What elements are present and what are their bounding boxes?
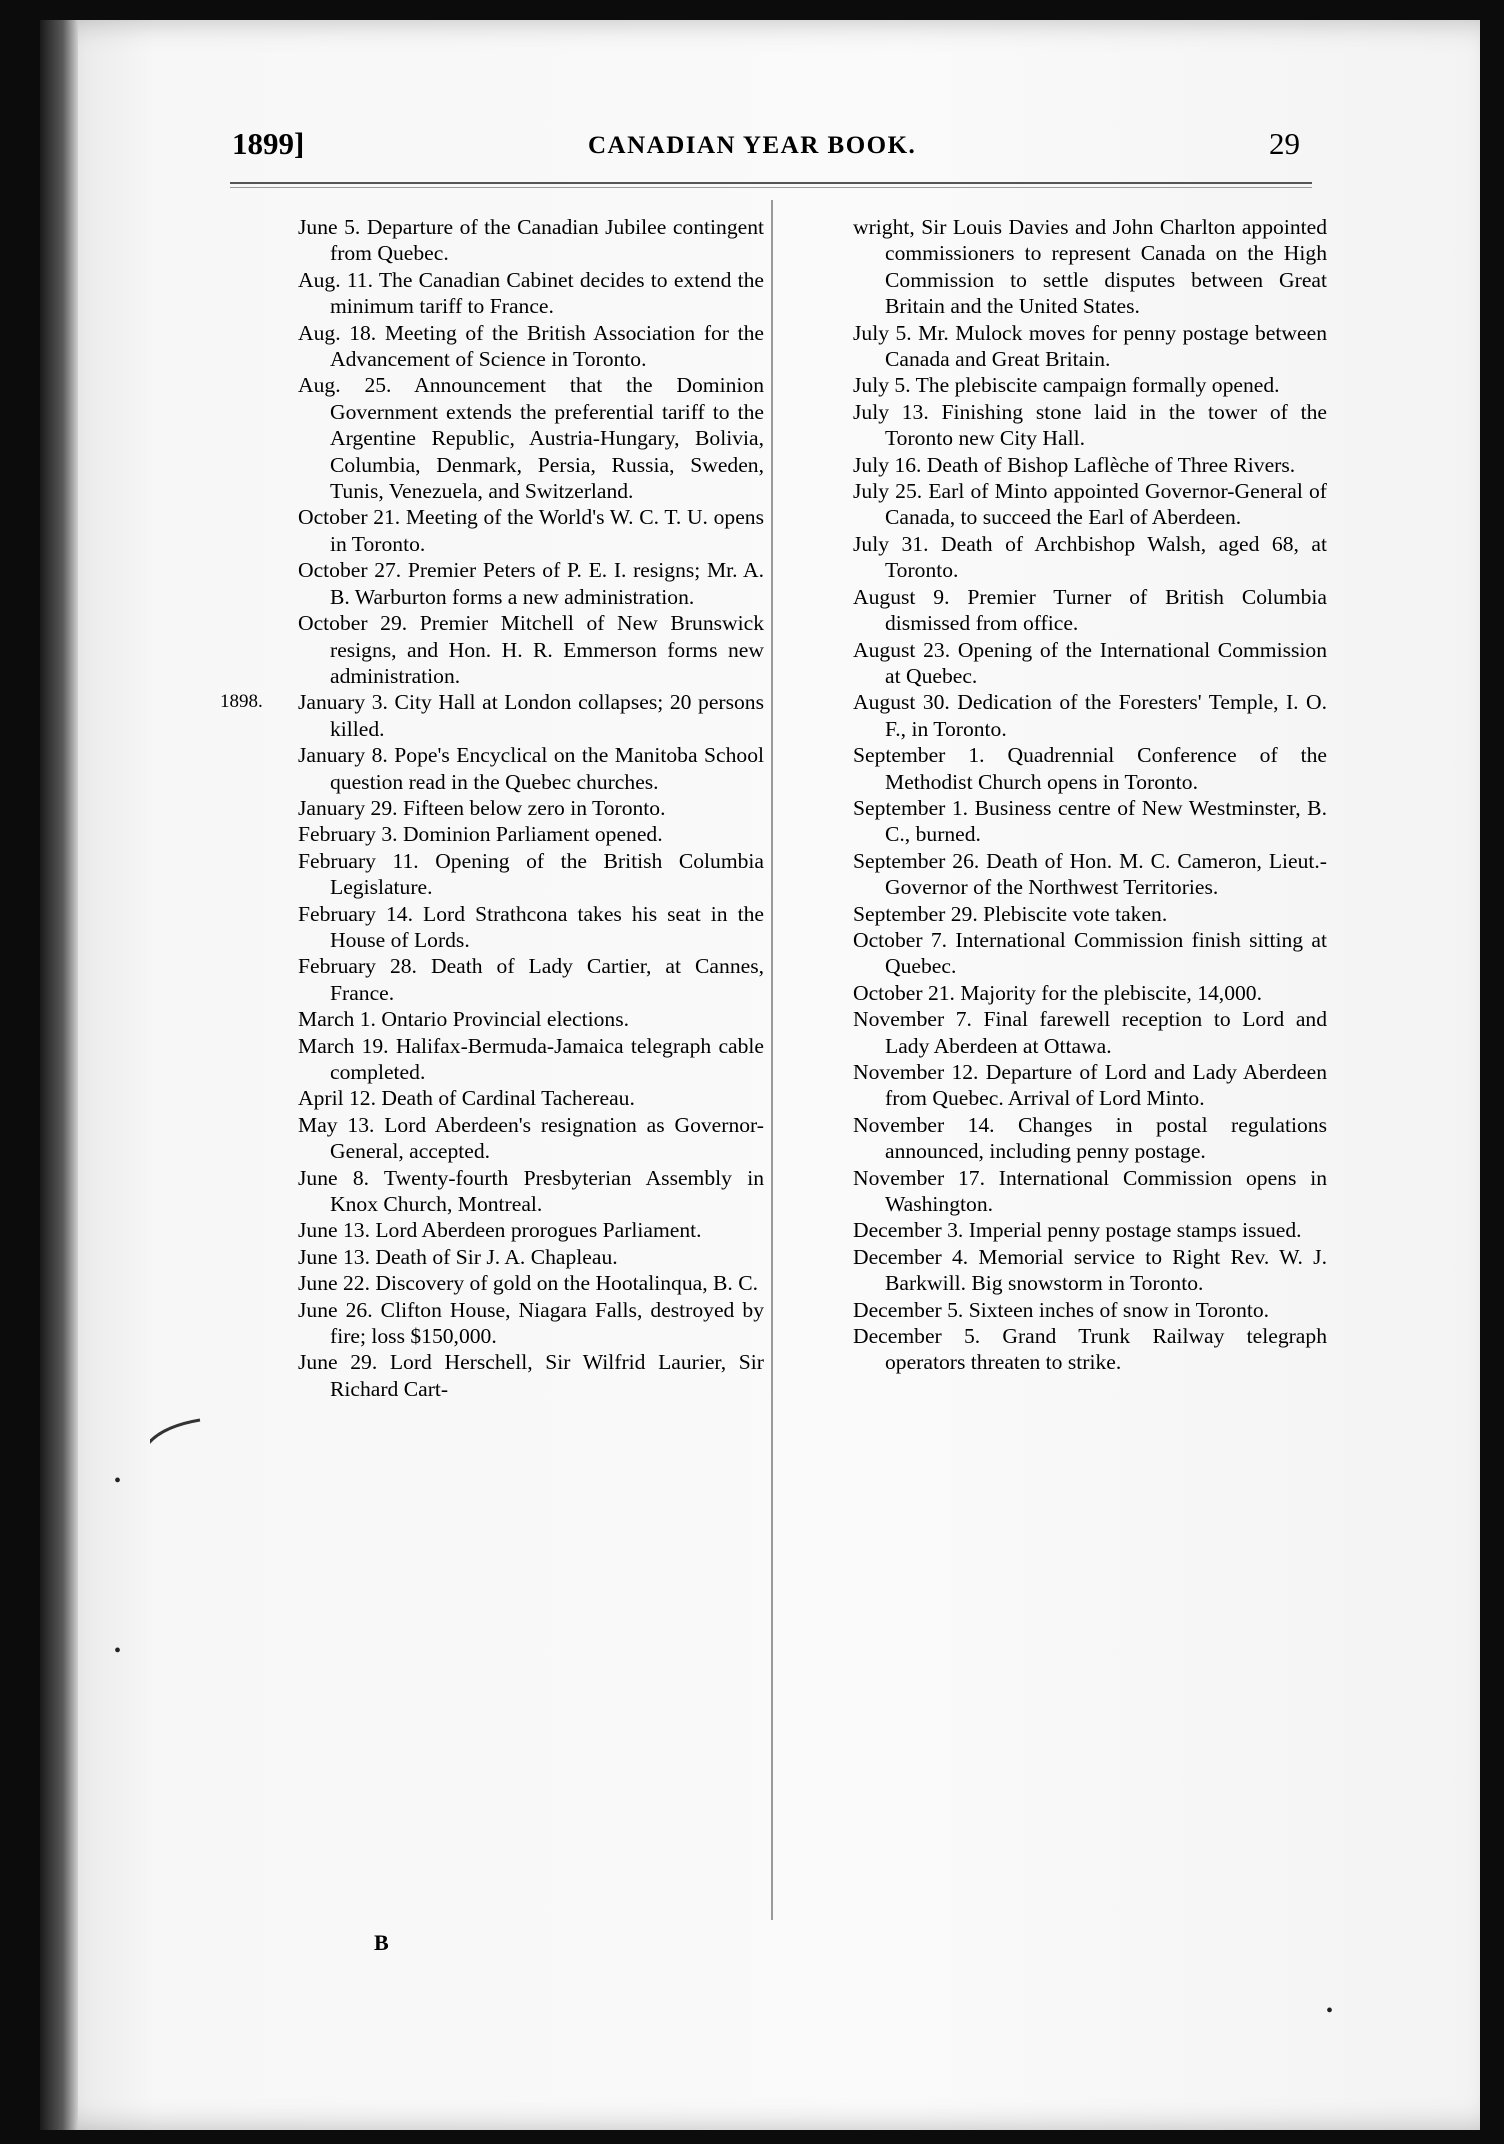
- margin-bracket-mark: [150, 1410, 210, 1630]
- chronology-entry: September 1. Business centre of New Westminster, B. C., burned.: [853, 795, 1327, 847]
- chronology-entry: March 19. Halifax-Bermuda-Jamaica telegraph cable completed.: [298, 1033, 764, 1084]
- header-rule: [230, 182, 1312, 184]
- chronology-entry: December 5. Grand Trunk Railway telegraph operators threaten to strike.: [853, 1324, 1327, 1375]
- chronology-entry: August 9. Premier Turner of British Columbia dismissed from office.: [853, 584, 1327, 636]
- chronology-entry: June 13. Death of Sir J. A. Chapleau.: [298, 1244, 618, 1269]
- year-group-1898: [220, 689, 764, 1402]
- chronology-entry: October 27. Premier Peters of P. E. I. resigns; Mr. A. B. Warburton forms a new administration.: [298, 558, 764, 609]
- chronology-entry: November 14. Changes in postal regulations announced, including penny postage.: [853, 1112, 1327, 1164]
- chronology-entry: June 5. Departure of the Canadian Jubilee contingent from Quebec.: [298, 215, 764, 266]
- chronology-entry: January 29. Fifteen below zero in Toronto.: [298, 795, 666, 820]
- chronology-entry: June 22. Discovery of gold on the Hootalinqua, B. C.: [298, 1271, 759, 1296]
- chronology-entry: wright, Sir Louis Davies and John Charlton appointed commissioners to represent Canada on the High Commission to settle disputes between Great Britain and the United States.: [853, 215, 1327, 319]
- chronology-entry: July 5. The plebiscite campaign formally opened.: [853, 373, 1280, 398]
- chronology-entry: November 12. Departure of Lord and Lady Aberdeen from Quebec. Arrival of Lord Minto.: [853, 1060, 1327, 1111]
- margin-dot-mark: •: [1326, 2000, 1334, 2022]
- chronology-entry: July 5. Mr. Mulock moves for penny postage between Canada and Great Britain.: [853, 320, 1327, 372]
- chronology-entry: August 30. Dedication of the Foresters' Temple, I. O. F., in Toronto.: [853, 690, 1327, 741]
- chronology-entry: July 16. Death of Bishop Laflèche of Three Rivers.: [853, 452, 1296, 477]
- page-number: 29: [1269, 126, 1300, 161]
- left-column: [220, 214, 764, 1402]
- margin-dot-mark: •: [114, 1640, 122, 1662]
- chronology-entry: August 23. Opening of the International Commission at Quebec.: [853, 637, 1327, 688]
- chronology-entry: July 25. Earl of Minto appointed Governor-General of Canada, to succeed the Earl of Aberdeen.: [853, 479, 1327, 530]
- binding-edge: [40, 20, 78, 2130]
- chronology-entry: January 8. Pope's Encyclical on the Manitoba School question read in the Quebec churches.: [298, 743, 764, 794]
- right-column: [853, 214, 1327, 1376]
- chronology-entry: February 11. Opening of the British Columbia Legislature.: [298, 848, 764, 900]
- chronology-entry: June 29. Lord Herschell, Sir Wilfrid Laurier, Sir Richard Cart-: [298, 1350, 764, 1401]
- chronology-entry: October 7. International Commission finish sitting at Quebec.: [853, 927, 1327, 979]
- chronology-entry: June 13. Lord Aberdeen prorogues Parliament.: [298, 1218, 702, 1243]
- chronology-entry: Aug. 18. Meeting of the British Association for the Advancement of Science in Toronto.: [298, 320, 764, 372]
- chronology-entry: September 1. Quadrennial Conference of the Methodist Church opens in Toronto.: [853, 743, 1327, 794]
- chronology-entry: October 29. Premier Mitchell of New Brunswick resigns, and Hon. H. R. Emmerson forms new administration.: [298, 611, 764, 688]
- chronology-entry: January 3. City Hall at London collapses; 20 persons killed.: [298, 690, 764, 741]
- header-title: CANADIAN YEAR BOOK.: [588, 132, 917, 159]
- chronology-entry: November 7. Final farewell reception to Lord and Lady Aberdeen at Ottawa.: [853, 1007, 1327, 1058]
- chronology-entry: February 14. Lord Strathcona takes his seat in the House of Lords.: [298, 901, 764, 952]
- chronology-entry: November 17. International Commission opens in Washington.: [853, 1165, 1327, 1217]
- chronology-entry: June 8. Twenty-fourth Presbyterian Assembly in Knox Church, Montreal.: [298, 1165, 764, 1217]
- chronology-entry: December 5. Sixteen inches of snow in Toronto.: [853, 1297, 1270, 1322]
- chronology-entry: May 13. Lord Aberdeen's resignation as Governor-General, accepted.: [298, 1112, 764, 1164]
- chronology-entry: September 26. Death of Hon. M. C. Cameron, Lieut.-Governor of the Northwest Territories.: [853, 848, 1327, 900]
- chronology-entry: February 28. Death of Lady Cartier, at Cannes, France.: [298, 954, 764, 1005]
- year-label: 1898.: [220, 691, 263, 713]
- chronology-entry: Aug. 11. The Canadian Cabinet decides to extend the minimum tariff to France.: [298, 267, 764, 319]
- chronology-entry: October 21. Meeting of the World's W. C. T. U. opens in Toronto.: [298, 505, 764, 556]
- margin-dot-mark: •: [114, 1470, 122, 1492]
- chronology-entry: July 31. Death of Archbishop Walsh, aged 68, at Toronto.: [853, 531, 1327, 583]
- chronology-entry: Aug. 25. Announcement that the Dominion Government extends the preferential tariff to the Argentine Republic, Austria-Hungary, Bolivia, Columbia, Denmark, Persia, Russia, Sweden, Tunis, Venezuela, and Switzerland.: [298, 373, 764, 504]
- chronology-entry: April 12. Death of Cardinal Tachereau.: [298, 1086, 635, 1111]
- chronology-entry: July 13. Finishing stone laid in the tower of the Toronto new City Hall.: [853, 399, 1327, 451]
- header-rule-secondary: [230, 187, 1312, 188]
- chronology-entry: March 1. Ontario Provincial elections.: [298, 1007, 630, 1032]
- chronology-entry: October 21. Majority for the plebiscite, 14,000.: [853, 980, 1262, 1005]
- signature-mark: B: [374, 1930, 389, 1955]
- chronology-entry: February 3. Dominion Parliament opened.: [298, 822, 663, 847]
- chronology-entry: December 4. Memorial service to Right Rev. W. J. Barkwill. Big snowstorm in Toronto.: [853, 1244, 1327, 1296]
- chronology-entry: June 26. Clifton House, Niagara Falls, destroyed by fire; loss $150,000.: [298, 1297, 764, 1349]
- column-divider: [771, 200, 773, 1920]
- page-header: [232, 126, 1300, 168]
- header-year: 1899]: [232, 126, 305, 161]
- chronology-entry: December 3. Imperial penny postage stamps issued.: [853, 1218, 1302, 1243]
- chronology-entry: September 29. Plebiscite vote taken.: [853, 901, 1168, 926]
